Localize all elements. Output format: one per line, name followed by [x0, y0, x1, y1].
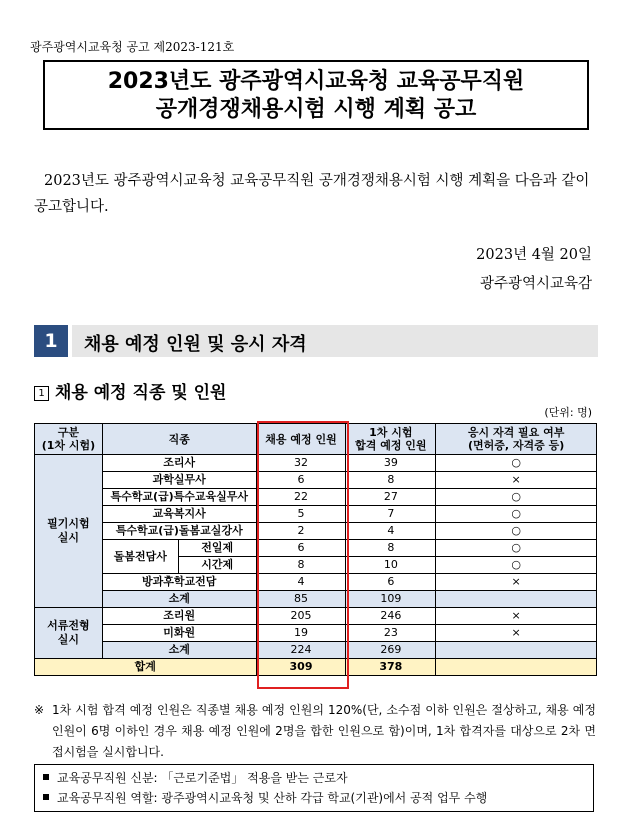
planned-count: 22 — [256, 489, 346, 506]
license-mark: ○ — [436, 455, 597, 472]
job-name: 조리사 — [102, 455, 256, 472]
planned-count: 6 — [256, 540, 346, 557]
subtotal-empty — [436, 591, 597, 608]
job-name: 특수학교(급)특수교육실무사 — [102, 489, 256, 506]
subtotal-label: 소계 — [102, 591, 256, 608]
subsection-marker: 1 — [34, 386, 49, 401]
subtotal-pass: 109 — [346, 591, 436, 608]
header-job: 직종 — [102, 424, 256, 455]
notice-number: 광주광역시교육청 공고 제2023-121호 — [30, 40, 235, 54]
total-planned: 309 — [256, 659, 346, 676]
table-row — [35, 506, 597, 523]
subtotal-pass: 269 — [346, 642, 436, 659]
pass-count: 39 — [346, 455, 436, 472]
license-mark: × — [436, 472, 597, 489]
header-category: 구분 (1차 시험) — [35, 424, 103, 455]
subtotal-label: 소계 — [102, 642, 256, 659]
job-name: 특수학교(급)돌봄교실강사 — [102, 523, 256, 540]
header-planned: 채용 예정 인원 — [256, 424, 346, 455]
info-item — [35, 788, 593, 808]
planned-count: 8 — [256, 557, 346, 574]
job-name: 방과후학교전담 — [102, 574, 256, 591]
table-row — [35, 472, 597, 489]
section-header — [34, 325, 598, 357]
subsection-title — [34, 378, 226, 403]
pass-count: 8 — [346, 540, 436, 557]
section-title: 채용 예정 인원 및 응시 자격 — [84, 334, 307, 355]
written-category: 필기시험 실시 — [35, 455, 103, 608]
header-license: 응시 자격 필요 여부 (면허증, 자격증 등) — [436, 424, 597, 455]
license-mark: ○ — [436, 540, 597, 557]
subtotal-row — [35, 642, 597, 659]
issuer: 광주광역시교육감 — [479, 276, 592, 292]
table-row — [35, 608, 597, 625]
license-mark: ○ — [436, 557, 597, 574]
pass-count: 6 — [346, 574, 436, 591]
license-mark: ○ — [436, 523, 597, 540]
section-number: 1 — [34, 325, 68, 357]
footnote-mark: ※ — [34, 703, 45, 717]
pass-count: 23 — [346, 625, 436, 642]
planned-count: 6 — [256, 472, 346, 489]
license-mark: × — [436, 625, 597, 642]
info-item — [35, 768, 593, 788]
planned-count: 19 — [256, 625, 346, 642]
license-mark: × — [436, 574, 597, 591]
license-mark: × — [436, 608, 597, 625]
header-first-pass: 1차 시험 합격 예정 인원 — [346, 424, 436, 455]
planned-count: 5 — [256, 506, 346, 523]
table-row — [35, 455, 597, 472]
subtotal-row — [35, 591, 597, 608]
info-text: 교육공무직원 역할: 광주광역시교육청 및 산하 각급 학교(기관)에서 공적 업무 수행 — [57, 791, 488, 805]
job-name: 미화원 — [102, 625, 256, 642]
info-text: 교육공무직원 신분: 「근로기준법」 적용을 받는 근로자 — [57, 771, 348, 785]
table-row — [35, 625, 597, 642]
intro-text: 2023년도 광주광역시교육청 교육공무직원 공개경쟁채용시험 시행 계획을 다음과 같이 공고합니다. — [34, 173, 590, 215]
table-row — [35, 523, 597, 540]
notice-date: 2023년 4월 20일 — [476, 247, 592, 263]
table-row — [35, 489, 597, 506]
planned-count: 4 — [256, 574, 346, 591]
footnote-text: 1차 시험 합격 예정 인원은 직종별 채용 예정 인원의 120%(단, 소수점 이하 인원은 절상하고, 채용 예정 인원이 6명 이하인 경우 채용 예정 인원에 2명을 합한 인원으로 함)이며, 1차 합격자를 대상으로 2차 면접시험을 실시합니다. — [52, 703, 596, 759]
pass-count: 27 — [346, 489, 436, 506]
job-name: 교육복지사 — [102, 506, 256, 523]
table-header-row — [35, 424, 597, 455]
subtotal-planned: 85 — [256, 591, 346, 608]
care-group-label: 돌봄전담사 — [102, 540, 178, 574]
total-label: 합계 — [35, 659, 257, 676]
bullet-icon — [43, 794, 49, 800]
title-line-1: 2023년도 광주광역시교육청 교육공무직원 — [107, 69, 525, 94]
job-name: 조리원 — [102, 608, 256, 625]
pass-count: 7 — [346, 506, 436, 523]
pass-count: 8 — [346, 472, 436, 489]
pass-count: 246 — [346, 608, 436, 625]
job-name: 과학실무사 — [102, 472, 256, 489]
document-category: 서류전형 실시 — [35, 608, 103, 659]
total-pass: 378 — [346, 659, 436, 676]
job-name: 전일제 — [178, 540, 256, 557]
license-mark: ○ — [436, 489, 597, 506]
table-row — [35, 540, 597, 557]
bullet-icon — [43, 774, 49, 780]
planned-count: 205 — [256, 608, 346, 625]
subsection-title-text: 채용 예정 직종 및 인원 — [55, 383, 227, 403]
job-name: 시간제 — [178, 557, 256, 574]
subtotal-planned: 224 — [256, 642, 346, 659]
pass-count: 10 — [346, 557, 436, 574]
total-empty — [436, 659, 597, 676]
unit-label: (단위: 명) — [544, 406, 592, 419]
footnote — [34, 700, 596, 763]
title-line-2: 공개경쟁채용시험 시행 계획 공고 — [155, 97, 477, 122]
total-row — [35, 659, 597, 676]
planned-count: 2 — [256, 523, 346, 540]
table-row — [35, 574, 597, 591]
pass-count: 4 — [346, 523, 436, 540]
title-box — [43, 60, 589, 130]
info-box — [34, 764, 594, 812]
subtotal-empty — [436, 642, 597, 659]
recruitment-table — [34, 423, 597, 676]
planned-count: 32 — [256, 455, 346, 472]
license-mark: ○ — [436, 506, 597, 523]
